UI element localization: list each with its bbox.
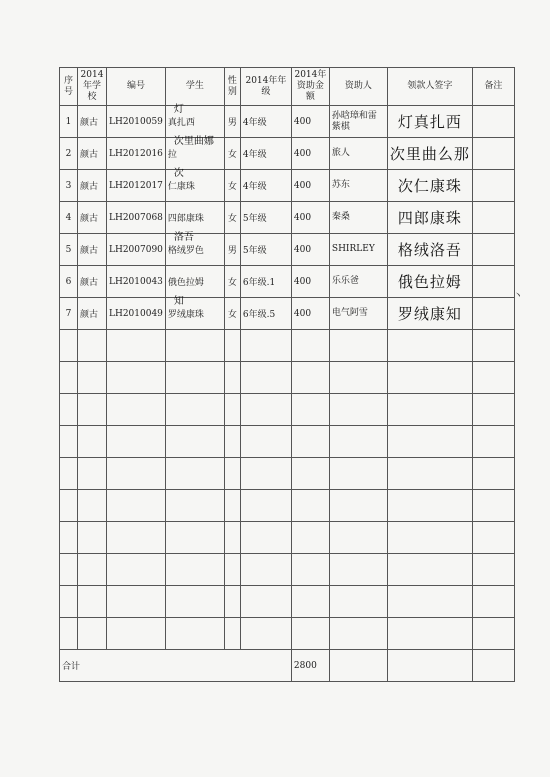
row-code: LH2007068 <box>107 202 166 234</box>
empty-cell <box>291 618 329 650</box>
empty-cell <box>291 554 329 586</box>
empty-cell <box>224 490 240 522</box>
row-signature: 格绒洛吾 <box>387 234 472 266</box>
row-code: LH2010059 <box>107 106 166 138</box>
empty-cell <box>78 618 107 650</box>
row-school: 颜古 <box>78 170 107 202</box>
empty-row <box>60 618 515 650</box>
header-grade: 2014年年级 <box>240 68 291 106</box>
empty-cell <box>329 490 387 522</box>
empty-cell <box>240 490 291 522</box>
handwritten-correction: 灯 <box>173 104 184 115</box>
empty-cell <box>224 426 240 458</box>
empty-cell <box>329 618 387 650</box>
row-school: 颜古 <box>78 266 107 298</box>
empty-cell <box>107 426 166 458</box>
header-seq: 序号 <box>60 68 78 106</box>
empty-cell <box>165 490 224 522</box>
header-gender: 性别 <box>224 68 240 106</box>
empty-cell <box>291 586 329 618</box>
empty-cell <box>78 490 107 522</box>
empty-cell <box>240 330 291 362</box>
empty-cell <box>60 394 78 426</box>
row-code: LH2007090 <box>107 234 166 266</box>
row-student <box>165 298 224 330</box>
row-amount: 400 <box>291 298 329 330</box>
row-remarks <box>472 234 514 266</box>
student-name: 俄色拉姆 <box>167 278 204 288</box>
empty-cell <box>291 458 329 490</box>
empty-cell <box>240 522 291 554</box>
empty-cell <box>224 586 240 618</box>
student-name: 格绒罗色 <box>167 246 204 256</box>
empty-cell <box>240 362 291 394</box>
row-signature: 灯真扎西 <box>387 106 472 138</box>
empty-cell <box>472 330 514 362</box>
empty-cell <box>224 362 240 394</box>
empty-cell <box>78 362 107 394</box>
row-remarks <box>472 266 514 298</box>
row-signature: 次里曲么那 <box>387 138 472 170</box>
empty-cell <box>387 522 472 554</box>
empty-cell <box>240 586 291 618</box>
empty-cell <box>78 458 107 490</box>
empty-cell <box>107 394 166 426</box>
row-sponsor: 孙晗璋和雷紫棋 <box>329 106 387 138</box>
handwritten-correction: 洛吾 <box>173 232 194 243</box>
empty-cell <box>165 394 224 426</box>
handwritten-correction: 知 <box>173 296 184 307</box>
row-gender: 女 <box>224 298 240 330</box>
empty-row <box>60 330 515 362</box>
empty-cell <box>329 330 387 362</box>
row-school: 颜古 <box>78 202 107 234</box>
empty-cell <box>165 618 224 650</box>
empty-cell <box>240 618 291 650</box>
empty-cell <box>165 362 224 394</box>
empty-cell <box>60 522 78 554</box>
empty-cell <box>224 554 240 586</box>
row-remarks <box>472 138 514 170</box>
row-amount: 400 <box>291 202 329 234</box>
row-code: LH2012016 <box>107 138 166 170</box>
row-code: LH2010049 <box>107 298 166 330</box>
row-amount: 400 <box>291 138 329 170</box>
empty-cell <box>240 458 291 490</box>
row-gender: 女 <box>224 138 240 170</box>
empty-row <box>60 458 515 490</box>
row-grade: 4年级 <box>240 170 291 202</box>
row-remarks <box>472 202 514 234</box>
empty-row <box>60 522 515 554</box>
row-code: LH2010043 <box>107 266 166 298</box>
empty-cell <box>472 458 514 490</box>
empty-cell <box>291 426 329 458</box>
empty-cell <box>472 522 514 554</box>
total-row <box>60 650 515 682</box>
empty-cell <box>224 458 240 490</box>
row-grade: 6年级.5 <box>240 298 291 330</box>
empty-cell <box>107 554 166 586</box>
empty-row <box>60 394 515 426</box>
handwritten-correction: 次 <box>173 168 184 179</box>
empty-cell <box>240 394 291 426</box>
empty-cell <box>329 394 387 426</box>
empty-cell <box>329 362 387 394</box>
empty-cell <box>60 586 78 618</box>
row-school: 颜古 <box>78 298 107 330</box>
empty-row <box>60 554 515 586</box>
row-student <box>165 234 224 266</box>
table-row <box>60 202 515 234</box>
empty-cell <box>387 394 472 426</box>
row-amount: 400 <box>291 234 329 266</box>
table-row <box>60 106 515 138</box>
student-name: 拉 <box>167 150 177 160</box>
row-gender: 女 <box>224 170 240 202</box>
empty-cell <box>107 522 166 554</box>
row-gender: 女 <box>224 202 240 234</box>
row-gender: 男 <box>224 234 240 266</box>
row-grade: 5年级 <box>240 202 291 234</box>
total-empty-1 <box>329 650 387 682</box>
empty-cell <box>291 490 329 522</box>
empty-row <box>60 426 515 458</box>
empty-cell <box>472 490 514 522</box>
row-remarks <box>472 298 514 330</box>
row-gender: 男 <box>224 106 240 138</box>
row-remarks <box>472 106 514 138</box>
student-name: 四郎康珠 <box>167 214 204 224</box>
empty-cell <box>107 586 166 618</box>
empty-cell <box>329 586 387 618</box>
table-row <box>60 266 515 298</box>
empty-cell <box>78 586 107 618</box>
row-sponsor: 旅人 <box>329 138 387 170</box>
table-row <box>60 234 515 266</box>
empty-cell <box>291 522 329 554</box>
empty-cell <box>60 490 78 522</box>
row-seq: 4 <box>60 202 78 234</box>
empty-cell <box>107 618 166 650</box>
row-seq: 5 <box>60 234 78 266</box>
empty-cell <box>165 554 224 586</box>
empty-cell <box>329 458 387 490</box>
empty-cell <box>60 426 78 458</box>
row-seq: 1 <box>60 106 78 138</box>
row-signature: 罗绒康知 <box>387 298 472 330</box>
empty-cell <box>60 554 78 586</box>
empty-cell <box>472 586 514 618</box>
empty-cell <box>240 554 291 586</box>
empty-cell <box>107 458 166 490</box>
header-remarks: 备注 <box>472 68 514 106</box>
empty-cell <box>472 394 514 426</box>
row-grade: 4年级 <box>240 106 291 138</box>
student-name: 真扎西 <box>167 118 195 128</box>
row-amount: 400 <box>291 266 329 298</box>
empty-cell <box>472 426 514 458</box>
empty-cell <box>165 426 224 458</box>
empty-cell <box>387 586 472 618</box>
total-empty-3 <box>472 650 514 682</box>
empty-cell <box>60 458 78 490</box>
empty-cell <box>291 330 329 362</box>
row-remarks <box>472 170 514 202</box>
student-name: 罗绒康珠 <box>167 310 204 320</box>
row-seq: 6 <box>60 266 78 298</box>
header-amount: 2014年资助金额 <box>291 68 329 106</box>
row-grade: 5年级 <box>240 234 291 266</box>
empty-cell <box>291 394 329 426</box>
empty-cell <box>78 394 107 426</box>
empty-cell <box>329 554 387 586</box>
row-school: 颜古 <box>78 234 107 266</box>
empty-cell <box>387 554 472 586</box>
empty-cell <box>387 618 472 650</box>
header-sponsor: 资助人 <box>329 68 387 106</box>
empty-cell <box>78 330 107 362</box>
empty-cell <box>387 362 472 394</box>
empty-cell <box>165 586 224 618</box>
row-amount: 400 <box>291 170 329 202</box>
total-label: 合计 <box>60 650 292 682</box>
empty-cell <box>387 490 472 522</box>
header-row <box>60 68 515 106</box>
stray-pen-mark: 丶 <box>513 291 523 302</box>
table-row <box>60 138 515 170</box>
empty-cell <box>60 362 78 394</box>
row-sponsor: 电气阿雪 <box>329 298 387 330</box>
empty-cell <box>165 458 224 490</box>
row-seq: 2 <box>60 138 78 170</box>
table-row <box>60 170 515 202</box>
empty-cell <box>107 330 166 362</box>
row-gender: 女 <box>224 266 240 298</box>
row-sponsor: 苏东 <box>329 170 387 202</box>
empty-cell <box>107 362 166 394</box>
empty-cell <box>165 330 224 362</box>
row-sponsor: SHIRLEY <box>329 234 387 266</box>
sponsorship-table <box>59 67 515 682</box>
row-code: LH2012017 <box>107 170 166 202</box>
row-school: 颜古 <box>78 106 107 138</box>
empty-cell <box>387 330 472 362</box>
empty-row <box>60 490 515 522</box>
empty-cell <box>78 522 107 554</box>
total-empty-2 <box>387 650 472 682</box>
empty-cell <box>60 330 78 362</box>
empty-cell <box>291 362 329 394</box>
empty-cell <box>78 426 107 458</box>
header-student: 学生 <box>165 68 224 106</box>
empty-cell <box>78 554 107 586</box>
empty-cell <box>224 394 240 426</box>
empty-cell <box>224 330 240 362</box>
row-sponsor: 乐乐爸 <box>329 266 387 298</box>
empty-cell <box>472 554 514 586</box>
row-sponsor: 秦桑 <box>329 202 387 234</box>
table-row <box>60 298 515 330</box>
empty-cell <box>329 426 387 458</box>
handwritten-correction: 次里曲娜 <box>173 136 214 147</box>
row-amount: 400 <box>291 106 329 138</box>
empty-row <box>60 362 515 394</box>
header-code: 编号 <box>107 68 166 106</box>
empty-cell <box>387 458 472 490</box>
header-signature: 领款人签字 <box>387 68 472 106</box>
total-amount: 2800 <box>291 650 329 682</box>
row-student <box>165 170 224 202</box>
empty-cell <box>224 618 240 650</box>
empty-cell <box>60 618 78 650</box>
row-signature: 俄色拉姆 <box>387 266 472 298</box>
row-grade: 4年级 <box>240 138 291 170</box>
row-seq: 3 <box>60 170 78 202</box>
empty-cell <box>472 618 514 650</box>
row-signature: 四郎康珠 <box>387 202 472 234</box>
empty-cell <box>224 522 240 554</box>
row-school: 颜古 <box>78 138 107 170</box>
empty-cell <box>472 362 514 394</box>
empty-cell <box>329 522 387 554</box>
student-name: 仁康珠 <box>167 182 195 192</box>
empty-cell <box>240 426 291 458</box>
row-seq: 7 <box>60 298 78 330</box>
row-grade: 6年级.1 <box>240 266 291 298</box>
empty-cell <box>387 426 472 458</box>
empty-cell <box>165 522 224 554</box>
row-signature: 次仁康珠 <box>387 170 472 202</box>
empty-cell <box>107 490 166 522</box>
header-school: 2014年学校 <box>78 68 107 106</box>
empty-row <box>60 586 515 618</box>
